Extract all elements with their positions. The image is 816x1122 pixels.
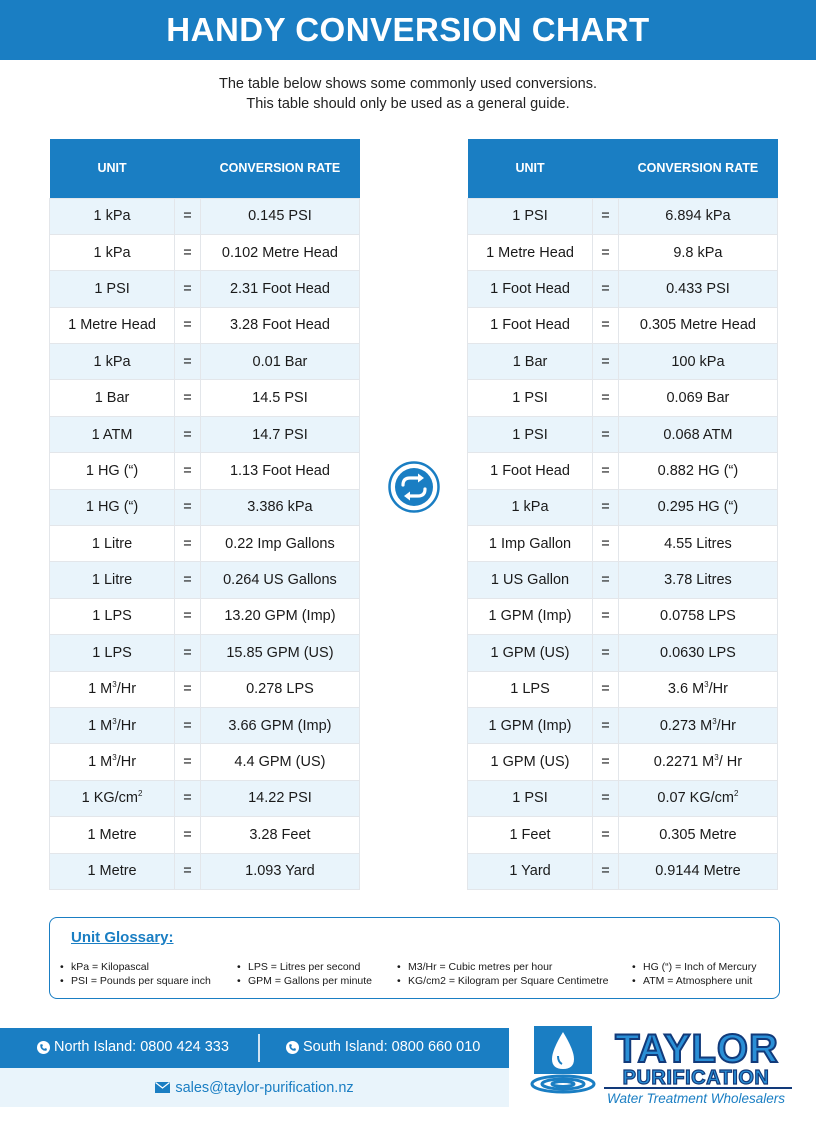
table-row [50, 198, 360, 234]
north-island-phone[interactable] [37, 1039, 229, 1055]
table-row [468, 307, 778, 343]
table-row [50, 344, 360, 380]
table-row [50, 780, 360, 816]
equals-cell: = [593, 562, 619, 598]
superscript: 2 [138, 789, 143, 799]
rate-cell: 3.28 Foot Head [200, 307, 359, 343]
rate-cell: 3.78 Litres [618, 562, 777, 598]
equals-cell: = [593, 453, 619, 489]
rate-cell: 1.13 Foot Head [200, 453, 359, 489]
rate-cell: 0.264 US Gallons [200, 562, 359, 598]
equals-cell: = [175, 780, 201, 816]
rate-cell: 14.7 PSI [200, 416, 359, 452]
page-header [0, 0, 816, 60]
equals-cell: = [593, 780, 619, 816]
table-row [468, 380, 778, 416]
unit-cell: 1 GPM (US) [468, 744, 593, 780]
rate-header: CONVERSION RATE [219, 161, 341, 176]
equals-cell: = [175, 635, 201, 671]
equals-cell: = [175, 271, 201, 307]
equals-cell: = [175, 526, 201, 562]
glossary-item: • GPM = Gallons per minute [235, 974, 372, 988]
logo-word-taylor: TAYLOR [615, 1027, 779, 1071]
equals-cell: = [175, 671, 201, 707]
page-title: HANDY CONVERSION CHART [166, 11, 650, 48]
rate-cell: 3.386 kPa [200, 489, 359, 525]
unit-cell: 1 GPM (Imp) [468, 598, 593, 634]
equals-cell: = [175, 198, 201, 234]
equals-cell: = [175, 817, 201, 853]
unit-cell [50, 671, 175, 707]
value-text: /Hr [116, 681, 137, 698]
unit-cell: 1 Metre Head [50, 307, 175, 343]
equals-cell: = [593, 853, 619, 889]
unit-cell [50, 707, 175, 743]
superscript: 2 [733, 789, 739, 799]
equals-cell: = [175, 744, 201, 780]
phone-bar [0, 1028, 509, 1068]
equals-cell: = [593, 744, 619, 780]
value-text: 0.273 M [659, 717, 713, 734]
equals-cell: = [593, 344, 619, 380]
rate-cell: 0.069 Bar [618, 380, 777, 416]
unit-cell: 1 Metre Head [468, 234, 593, 270]
unit-cell: 1 Feet [468, 817, 593, 853]
table-row [468, 271, 778, 307]
table-row [50, 598, 360, 634]
equals-cell: = [175, 307, 201, 343]
equals-cell: = [593, 489, 619, 525]
equals-cell: = [593, 416, 619, 452]
table-row [50, 416, 360, 452]
table-row [468, 744, 778, 780]
equals-cell: = [593, 635, 619, 671]
unit-cell: 1 PSI [468, 380, 593, 416]
rate-cell: 0.102 Metre Head [200, 234, 359, 270]
unit-cell: 1 Imp Gallon [468, 526, 593, 562]
rate-cell: 3.66 GPM (Imp) [200, 707, 359, 743]
value-text: 1 M [88, 681, 113, 698]
table-row [468, 817, 778, 853]
table-row [468, 453, 778, 489]
table-row [50, 453, 360, 489]
rate-cell: 0.433 PSI [618, 271, 777, 307]
unit-header: UNIT [515, 161, 545, 176]
north-island-label: North Island: 0800 424 333 [54, 1039, 229, 1055]
phone-icon [286, 1041, 299, 1054]
south-island-phone[interactable] [286, 1039, 480, 1055]
table-row [50, 744, 360, 780]
unit-cell: 1 Litre [50, 562, 175, 598]
unit-cell: 1 GPM (US) [468, 635, 593, 671]
swap-arrows-icon [387, 460, 441, 514]
equals-cell: = [175, 489, 201, 525]
unit-cell: 1 US Gallon [468, 562, 593, 598]
value-text: 0.2271 M [653, 754, 715, 771]
rate-cell: 13.20 GPM (Imp) [200, 598, 359, 634]
equals-cell: = [593, 307, 619, 343]
rate-cell: 0.305 Metre [618, 817, 777, 853]
equals-cell: = [593, 271, 619, 307]
rate-cell: 0.882 HG (“) [618, 453, 777, 489]
value-text: / Hr [718, 754, 743, 771]
table-row [50, 307, 360, 343]
superscript: 3 [714, 753, 719, 763]
unit-header: UNIT [97, 161, 127, 176]
unit-cell: 1 ATM [50, 416, 175, 452]
superscript: 3 [112, 753, 117, 763]
unit-cell: 1 kPa [50, 234, 175, 270]
table-row [468, 671, 778, 707]
unit-cell: 1 Foot Head [468, 453, 593, 489]
equals-cell: = [593, 380, 619, 416]
table-row [468, 198, 778, 234]
glossary-item: • PSI = Pounds per square inch [58, 974, 211, 988]
unit-glossary [49, 917, 780, 999]
email-link[interactable] [0, 1068, 509, 1107]
rate-cell: 0.145 PSI [200, 198, 359, 234]
logo-tagline: Water Treatment Wholesalers [606, 1091, 786, 1106]
glossary-column [235, 960, 372, 988]
unit-cell: 1 PSI [468, 416, 593, 452]
rate-cell: 14.22 PSI [200, 780, 359, 816]
table-row [468, 234, 778, 270]
unit-cell: 1 Bar [468, 344, 593, 380]
rate-cell [618, 744, 777, 780]
rate-cell: 0.01 Bar [200, 344, 359, 380]
table-row [50, 562, 360, 598]
unit-cell: 1 PSI [468, 198, 593, 234]
unit-cell [50, 780, 175, 816]
unit-cell: 1 kPa [468, 489, 593, 525]
unit-cell: 1 Metre [50, 853, 175, 889]
table-row [50, 671, 360, 707]
rate-cell [618, 780, 777, 816]
rate-cell: 9.8 kPa [618, 234, 777, 270]
rate-cell: 4.4 GPM (US) [200, 744, 359, 780]
email-address: sales@taylor-purification.nz [175, 1079, 354, 1096]
unit-cell: 1 LPS [50, 598, 175, 634]
table-row [50, 817, 360, 853]
table-row [50, 271, 360, 307]
superscript: 3 [112, 716, 117, 726]
south-island-label: South Island: 0800 660 010 [303, 1039, 481, 1055]
divider [258, 1034, 260, 1062]
table-row [468, 635, 778, 671]
glossary-title: Unit Glossary: [71, 929, 174, 946]
rate-cell: 0.278 LPS [200, 671, 359, 707]
rate-cell [618, 671, 777, 707]
table-row [468, 707, 778, 743]
rate-cell: 0.22 Imp Gallons [200, 526, 359, 562]
glossary-column [630, 960, 756, 988]
unit-cell: 1 HG (“) [50, 489, 175, 525]
intro-text [0, 74, 816, 114]
conversion-table-right [467, 139, 778, 890]
equals-cell: = [593, 198, 619, 234]
equals-cell: = [175, 562, 201, 598]
rate-cell: 0.305 Metre Head [618, 307, 777, 343]
rate-header: CONVERSION RATE [637, 161, 759, 176]
rate-cell: 1.093 Yard [200, 853, 359, 889]
table-row [468, 780, 778, 816]
table-row [50, 526, 360, 562]
equals-cell: = [593, 707, 619, 743]
value-text: 1 M [88, 717, 113, 734]
value-text: /Hr [708, 681, 728, 698]
unit-cell: 1 HG (“) [50, 453, 175, 489]
superscript: 3 [712, 716, 717, 726]
unit-cell: 1 PSI [50, 271, 175, 307]
value-text: 1 KG/cm [81, 790, 139, 807]
unit-cell: 1 Foot Head [468, 307, 593, 343]
superscript: 3 [112, 680, 117, 690]
contact-footer [0, 1028, 509, 1122]
unit-cell: 1 Metre [50, 817, 175, 853]
equals-cell: = [175, 416, 201, 452]
equals-cell: = [175, 598, 201, 634]
equals-cell: = [593, 671, 619, 707]
intro-line-1: The table below shows some commonly used conversions. [219, 76, 597, 92]
rate-cell: 0.0630 LPS [618, 635, 777, 671]
equals-cell: = [175, 453, 201, 489]
unit-cell: 1 kPa [50, 344, 175, 380]
unit-cell: 1 LPS [50, 635, 175, 671]
unit-cell: 1 PSI [468, 780, 593, 816]
value-text: /Hr [716, 717, 737, 734]
rate-cell: 0.068 ATM [618, 416, 777, 452]
unit-cell: 1 Bar [50, 380, 175, 416]
rate-cell: 0.9144 Metre [618, 853, 777, 889]
table-row [50, 380, 360, 416]
rate-cell [618, 707, 777, 743]
equals-cell: = [175, 344, 201, 380]
table-header-row [50, 139, 360, 198]
table-row [468, 416, 778, 452]
glossary-column [395, 960, 608, 988]
unit-cell: 1 kPa [50, 198, 175, 234]
rate-cell: 6.894 kPa [618, 198, 777, 234]
equals-cell: = [175, 234, 201, 270]
rate-cell: 14.5 PSI [200, 380, 359, 416]
unit-cell: 1 GPM (Imp) [468, 707, 593, 743]
equals-cell: = [175, 380, 201, 416]
glossary-column [58, 960, 211, 988]
glossary-item: • kPa = Kilopascal [58, 960, 211, 974]
equals-cell: = [593, 234, 619, 270]
equals-cell: = [593, 526, 619, 562]
rate-cell: 0.0758 LPS [618, 598, 777, 634]
table-row [468, 853, 778, 889]
value-text: /Hr [116, 754, 137, 771]
taylor-purification-logo [530, 1026, 800, 1110]
rate-cell: 2.31 Foot Head [200, 271, 359, 307]
value-text: /Hr [116, 717, 137, 734]
conversion-table-left [49, 139, 360, 890]
logo-word-purification: PURIFICATION [622, 1067, 770, 1089]
glossary-item: • HG (“) = Inch of Mercury [630, 960, 756, 974]
table-row [50, 853, 360, 889]
table-row [468, 562, 778, 598]
rate-cell: 0.295 HG (“) [618, 489, 777, 525]
glossary-item: • M3/Hr = Cubic metres per hour [395, 960, 608, 974]
unit-cell [50, 744, 175, 780]
unit-cell: 1 Foot Head [468, 271, 593, 307]
unit-cell: 1 Litre [50, 526, 175, 562]
table-row [468, 344, 778, 380]
rate-cell: 100 kPa [618, 344, 777, 380]
glossary-item: • LPS = Litres per second [235, 960, 372, 974]
unit-cell: 1 LPS [468, 671, 593, 707]
equals-cell: = [593, 817, 619, 853]
table-row [50, 234, 360, 270]
rate-cell: 15.85 GPM (US) [200, 635, 359, 671]
value-text: 0.07 KG/cm [657, 790, 734, 807]
table-row [468, 489, 778, 525]
rate-cell: 3.28 Feet [200, 817, 359, 853]
intro-line-2: This table should only be used as a general guide. [246, 96, 570, 112]
value-text: 1 M [88, 754, 113, 771]
unit-cell: 1 Yard [468, 853, 593, 889]
table-header-row [468, 139, 778, 198]
table-row [50, 489, 360, 525]
table-row [468, 526, 778, 562]
equals-cell: = [593, 598, 619, 634]
table-row [50, 707, 360, 743]
glossary-item: • ATM = Atmosphere unit [630, 974, 756, 988]
glossary-item: • KG/cm2 = Kilogram per Square Centimetre [395, 974, 608, 988]
envelope-icon [155, 1082, 170, 1093]
value-text: 3.6 M [667, 681, 705, 698]
phone-icon [37, 1041, 50, 1054]
superscript: 3 [704, 680, 709, 690]
table-row [50, 635, 360, 671]
equals-cell: = [175, 853, 201, 889]
equals-cell: = [175, 707, 201, 743]
table-row [468, 598, 778, 634]
rate-cell: 4.55 Litres [618, 526, 777, 562]
